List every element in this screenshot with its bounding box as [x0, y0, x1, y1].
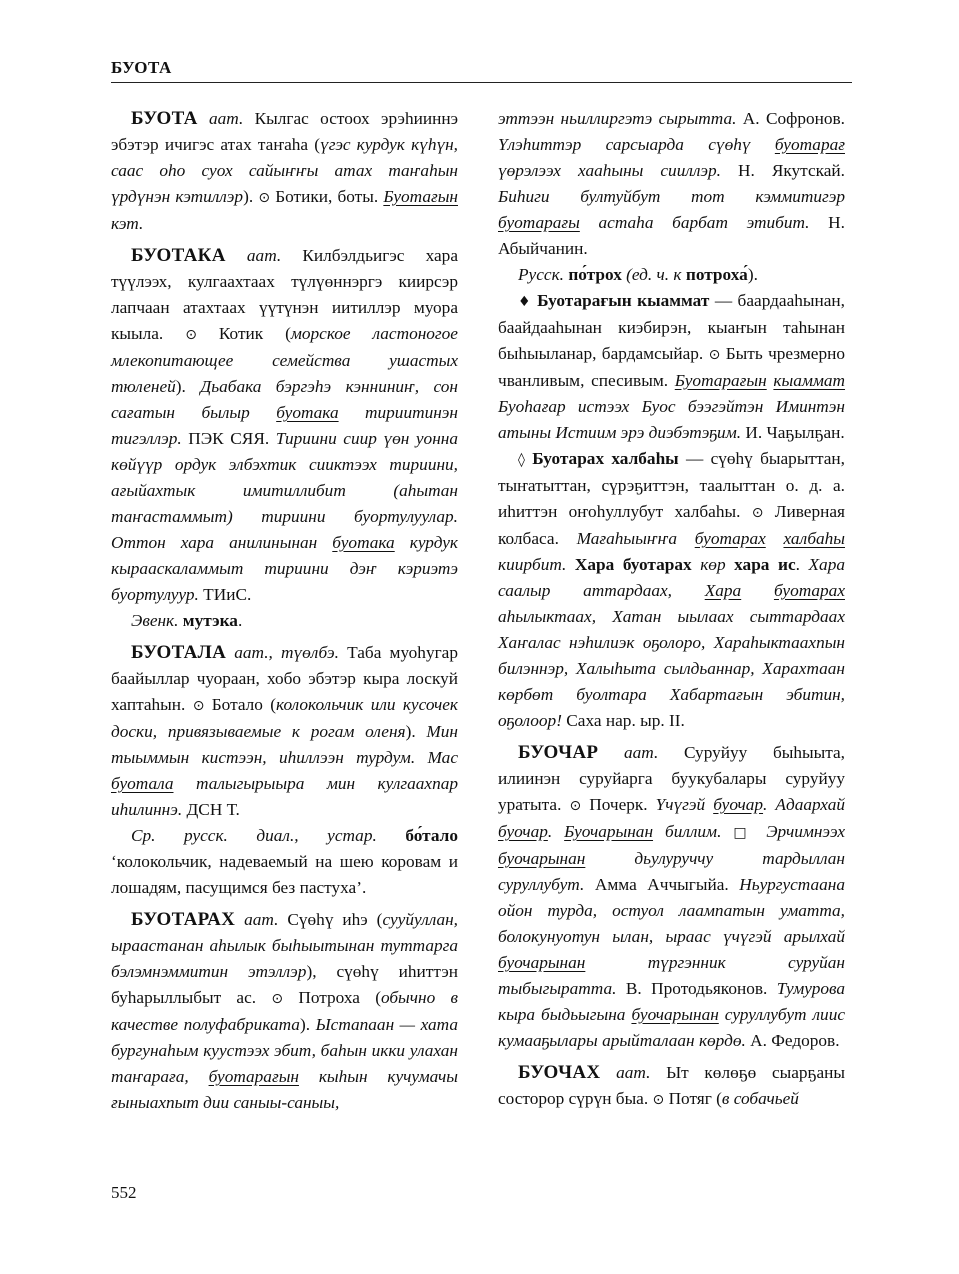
headword: БУОТАРАХ [131, 909, 236, 930]
example-text: тириитинэн тигэллэр. [111, 403, 458, 448]
definition: — баардааһынан, баайдааһынан киэбирэн, кыаҥын таһынан быһыыланар, бардамсыйар. [498, 291, 845, 363]
definition: Кылгас остоох эрэһииннэ эбэтэр ичигэс атах таҥаһа ( [111, 109, 458, 154]
source: ПЭК СЯЯ. [188, 429, 270, 448]
source: Саха нар. ыр. II. [566, 711, 685, 730]
etym-language: Эвенк. [131, 611, 179, 630]
source: Н. Якутскай. [738, 161, 845, 180]
definition-note: сууйуллан, ыраастанан аһылык быһыытынан туттарга бэлэмнэммитин этэллэр [111, 910, 459, 981]
punct: . [237, 611, 243, 630]
definition: Килбэлдьигэс хара түүлээх, кулгаахтаах түлүөннэргэ киирсэр лапчаан атахтаах үүтүнэн иитиллэр муора кыыла. [111, 246, 458, 343]
translation-marker-icon: ⊙ [569, 798, 582, 814]
source: А. Федоров. [750, 1031, 840, 1050]
pos-label: аат., түөлбэ. [234, 643, 339, 662]
header-rule [111, 82, 852, 83]
idiom-entry [498, 446, 845, 734]
example-text: Мин тыыммын кистээн, иһиллээн турдум. Мас [111, 722, 458, 767]
example-text: Үлэһиттэр сарсыарда сүөһү [498, 135, 751, 154]
source: Амма Аччыгыйа. [594, 875, 729, 894]
translation-marker-icon: ⊙ [258, 190, 271, 206]
etymology [498, 262, 845, 288]
lozenge-icon: ◊ [518, 452, 525, 468]
page-number: 552 [111, 1183, 137, 1202]
russian-translation: Потроха ( [298, 988, 381, 1007]
example-underlined: Буочарынан [564, 822, 654, 841]
example-text: Ньургустаана ойон турда, остуол лаампатын уматта, болокунуотун ылан, ыраас үчүгэй арылхай [498, 875, 845, 946]
headword: БУОЧАР [518, 742, 599, 763]
russian-translation: Ливерная колбаса. [498, 502, 845, 548]
source: ТИиС. [203, 585, 252, 604]
russian-translation: Ботало ( [211, 695, 277, 714]
idiom-phrase: Хара буотарах [574, 555, 692, 574]
russian-note: колокольчик или кусочек доски, привязываемые к рогам оленя [111, 695, 459, 741]
example-underlined: буотала [111, 774, 174, 793]
example-underlined: буотарағы [498, 213, 580, 232]
example-underlined: халбаһы [783, 529, 845, 548]
etymology [111, 823, 458, 901]
diamond-icon: ♦ [518, 294, 532, 310]
example-underlined: буотарағ [774, 135, 845, 154]
definition: Таба муоһугар баайыллар чуораан, хобо эбэтэр кыра лоскуй хаптаһын. [111, 643, 458, 714]
example-text: Тумурова кыра быдьыгына [498, 979, 845, 1024]
russian-translation: Почерк. [589, 795, 648, 814]
example-text: талыгырыыра мин кулгаахпар иһилиннэ. [111, 774, 459, 819]
example-text: Мағаһыыҥҥа [576, 529, 677, 548]
translation-marker-icon: ⊙ [192, 698, 205, 714]
etym-language: Ср. русск. диал., устар. [131, 826, 377, 845]
example-underlined: буочар [498, 822, 548, 841]
example-text: Биһиги бултуйбут тот кэммитигэр [498, 187, 845, 206]
example-underlined: буочар [713, 795, 764, 814]
russian-translation: Потяг ( [668, 1089, 722, 1108]
russian-translation: Котик ( [218, 324, 291, 343]
definition: Сүөһү иһэ ( [287, 910, 383, 929]
example-underlined: буотарах [773, 581, 845, 600]
idiom-phrase: Буотарағын кыаммат [537, 291, 710, 310]
etym-gloss: ‘колокольчик, надеваемый на шею коровам и лошадям, пасущимся без пастуха’. [111, 852, 458, 897]
example-underlined: буочарынан [631, 1005, 719, 1024]
source: В. Протодьяконов. [625, 979, 768, 998]
example-underlined: буочарынан [498, 849, 586, 868]
punct: ). [175, 377, 186, 396]
example-underlined: буотака [332, 533, 395, 552]
example-underlined: кыаммат [773, 371, 846, 390]
etym-note: (ед. ч. к [626, 265, 682, 284]
example-text: эттээн ньиллиргэтэ сырытта. [498, 109, 737, 128]
example-text: үөрэлээх хааһыны сииллэр. [498, 161, 721, 180]
example-text: Эрчимнээх [766, 822, 845, 841]
headword: БУОЧАХ [518, 1062, 601, 1083]
source: И. Чаҕылҕан. [745, 423, 845, 442]
source: ДСН Т. [186, 800, 240, 819]
russian-note: в собачьей [721, 1089, 799, 1108]
source: Н. Абыйчанин. [498, 213, 845, 258]
punct: ). [405, 722, 416, 741]
example-text: аһылыктаах, Хатан ыылаах сыттардаах Хаҥалас нэһилиэк оҕолоро, Хараһыктаахпын билэннэр, Халыһыта сылдьаннар, Харахтаан көрбөт буолтара Хабартағын эбитин, оҕолоор! [498, 607, 845, 730]
russian-note: обычно в качестве полуфабриката [111, 988, 458, 1034]
russian-note: морское ластоногое млекопитающее семейства ушастых тюленей [111, 324, 458, 396]
left-column [111, 106, 458, 1116]
running-head: БУОТА [111, 58, 172, 77]
see-also-word: хара ис [734, 555, 796, 574]
punct: . [795, 555, 800, 574]
right-column [498, 106, 845, 1113]
entry-buotaka [111, 243, 458, 608]
example-underlined: буотарағын [208, 1067, 299, 1086]
square-icon: □ [733, 825, 755, 841]
etym-word: по́трох [568, 265, 622, 284]
etym-word: мутэка [182, 611, 238, 630]
entry-buota [111, 106, 458, 237]
translation-marker-icon: ⊙ [708, 347, 721, 363]
etym-language: Русск. [518, 265, 564, 284]
punct: ). [243, 187, 254, 206]
idiom-entry [498, 288, 845, 446]
example-text: биллим. [665, 822, 722, 841]
pos-label: аат. [208, 109, 244, 128]
source: А. Софронов. [742, 109, 845, 128]
definition: Суруйуу быһыыта, илиинэн суруйарга буукубалары суруйуу уратыта. [498, 743, 845, 814]
example-underlined: Буотағын [383, 187, 458, 206]
example-text: кыһын кучумачы ғыныахпыт дии саныы-саныы, [111, 1067, 458, 1112]
example-underlined: буотака [276, 403, 339, 422]
example-underlined: Буотарағын [674, 371, 767, 390]
example-text: кэт. [111, 214, 144, 233]
headword: БУОТА [131, 108, 198, 129]
punct: ). [747, 265, 758, 284]
headword: БУОТАКА [131, 245, 226, 266]
example-text: дьулуруччу тардыллан суруллубут. [498, 849, 845, 894]
example-text: суруллубут лиис кумааҕылары арыйталаан көрдө. [498, 1005, 845, 1050]
example-text: Тириини сиир үөн уонна көйүүр ордук элбэхтик сииктээх тириини, ағыйахтык имитиллибит (аһытан таҥастаммыт) тириини буортулуулар. Оттон хара анилинынан [111, 429, 458, 552]
example-text: Үчүгэй [655, 795, 706, 814]
example-text: курдук кырааскаламмыт тириини дэҥ кэриэтэ буортулуур. [111, 533, 458, 604]
translation-marker-icon: ⊙ [652, 1092, 665, 1108]
entry-buochakh [498, 1060, 845, 1113]
entry-continuation [498, 106, 845, 262]
pos-label: аат. [623, 743, 659, 762]
translation-marker-icon: ⊙ [271, 991, 284, 1007]
example-text: Адаархай [775, 795, 845, 814]
etym-word: бо́тало [405, 826, 458, 845]
example-text: Хара саалыр аттардаах, [498, 555, 845, 600]
entry-buochar: БУОЧАР аат. Суруйуу быһыыта, илиинэн суруйарга буукубалары суруйуу уратыта. ⊙ Почерк. Үчүгэй буочар. Адаархай буочар. Буочарынан биллим. □ Эрчимнээх буочарынан дьулуруччу тардыллан суруллубут. Амма Аччыгыйа. Ньургустаана ойон турда, остуол лаампатын уматта, болокунуотун ылан, ыраас үчүгэй арылхай буочарынан түргэнник суруйан тыбыгыратта. В. Протодьяконов. Тумурова кыра быдьыгына буочарынан суруллубут лиис кумааҕылары арыйталаан көрдө. А. Федоров. [498, 742, 845, 1050]
translation-marker-icon: ⊙ [751, 505, 764, 521]
example-underlined: Хара [704, 581, 742, 600]
definition-note: үгэс курдук күһүн, саас оһо суох сайыҥҥы атах таҥаһын үрдүнэн кэтиллэр [111, 135, 458, 206]
headword: БУОТАЛА [131, 642, 227, 663]
etymology [111, 608, 458, 634]
definition: ), сүөһү иһиттэн буһарыллыбыт ас. [111, 962, 458, 1007]
example-text: астаһа барбат этибит. [598, 213, 810, 232]
see-also-label: көр [700, 555, 726, 574]
pos-label: аат. [244, 910, 279, 929]
pos-label: аат. [616, 1063, 651, 1082]
example-text: түргэнник суруйан тыбыгыратта. [498, 953, 845, 998]
entry-buotala [111, 640, 458, 823]
example-text: Буоһағар истээх Буос бээгэйтэн Иминтэн атыны Истиим эрэ диэбэтэҕим. [498, 397, 845, 442]
example-text: киирбит. [498, 555, 567, 574]
definition: — сүөһү быарыттан, тыҥатыттан, сүрэҕиттэн, таалыттан о. д. а. иһиттэн оҥоһуллубут халбаһы. [498, 449, 845, 521]
example-text: Ыстапаан — хата бургунаһым куустээх эбит, баһын икки улахан таҥараға, [111, 1015, 458, 1086]
pos-label: аат. [246, 246, 282, 265]
entry-buotarakh [111, 907, 458, 1116]
translation-marker-icon: ⊙ [185, 327, 197, 343]
example-underlined: буочарынан [498, 953, 586, 972]
example-underlined: буотарах [694, 529, 766, 548]
russian-translation: Быть чрезмерно чванливым, спесивым. [498, 344, 845, 390]
definition: Ыт көлөҕө сыарҕаны состорор сүрүн быа. [498, 1063, 845, 1108]
example-text: Дьабака бэргэһэ кэнниниҥ, сон сағатын былыр [111, 377, 458, 422]
russian-translation: Ботики, боты. [275, 187, 379, 206]
punct: ). [299, 1015, 311, 1034]
idiom-phrase: Буотарах халбаһы [532, 449, 679, 468]
etym-word: потроха́ [685, 265, 748, 284]
